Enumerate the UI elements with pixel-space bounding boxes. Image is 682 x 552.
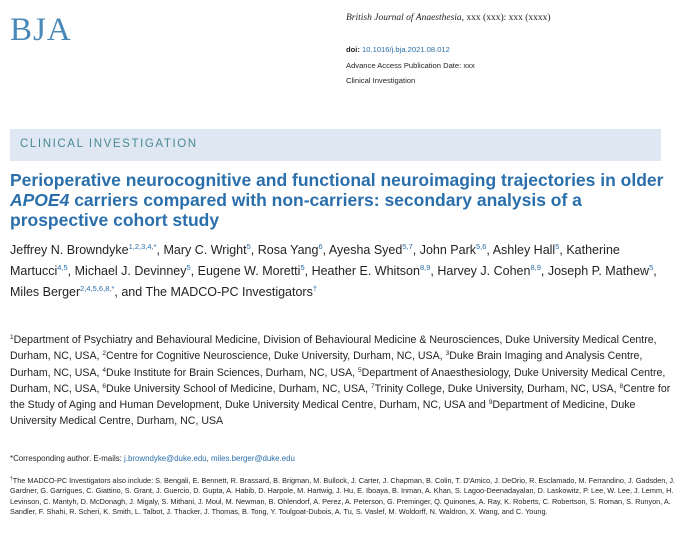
author-name: Miles Berger bbox=[10, 285, 81, 299]
author-name: Mary C. Wright bbox=[163, 243, 247, 257]
author-affiliation-ref[interactable]: 5 bbox=[186, 263, 191, 272]
doi-line bbox=[346, 42, 475, 58]
author-name: Eugene W. Moretti bbox=[197, 264, 301, 278]
author-affiliation-ref[interactable]: 2,4,5,6,8,* bbox=[80, 284, 115, 293]
affiliation-item bbox=[102, 350, 445, 362]
author-list bbox=[10, 240, 670, 303]
author-separator: , bbox=[653, 264, 657, 278]
author-affiliation-ref[interactable]: 5,6 bbox=[475, 242, 487, 251]
author-separator: , bbox=[304, 264, 312, 278]
doi-link[interactable]: 10.1016/j.bja.2021.08.012 bbox=[362, 45, 450, 54]
author-item bbox=[437, 264, 548, 278]
affiliation-text: Department of Anaesthesiology, Duke University Medical Centre, Durham, NC, USA, bbox=[10, 366, 666, 395]
affiliation-number: 9 bbox=[488, 399, 493, 407]
author-separator: , and bbox=[114, 285, 146, 299]
author-affiliation-ref[interactable]: 5 bbox=[649, 263, 654, 272]
author-item bbox=[493, 243, 567, 257]
affiliation-text: Centre for Cognitive Neuroscience, Duke University, Durham, NC, USA, bbox=[106, 350, 446, 363]
author-name: John Park bbox=[419, 243, 476, 257]
author-name: Ayesha Syed bbox=[328, 243, 403, 257]
section-label: CLINICAL INVESTIGATION bbox=[20, 138, 198, 150]
author-affiliation-ref[interactable]: 4,5 bbox=[57, 263, 68, 272]
author-item bbox=[329, 243, 420, 257]
author-affiliation-ref[interactable]: 5,7 bbox=[402, 242, 413, 251]
author-separator: , bbox=[250, 243, 258, 257]
author-name: Harvey J. Cohen bbox=[437, 264, 531, 278]
article-type: Clinical Investigation bbox=[346, 76, 416, 85]
author-separator: , bbox=[559, 243, 567, 257]
section-banner bbox=[10, 129, 661, 161]
author-affiliation-ref[interactable]: 5 bbox=[300, 263, 305, 272]
affiliation-item bbox=[102, 367, 358, 379]
affiliation-number: 1 bbox=[10, 334, 14, 341]
affiliation-number: 7 bbox=[370, 382, 375, 390]
affiliation-number: 5 bbox=[358, 366, 362, 374]
journal-citation bbox=[346, 13, 551, 23]
author-item bbox=[10, 285, 145, 299]
affiliation-item bbox=[371, 383, 620, 395]
author-item bbox=[312, 264, 438, 278]
publication-date: Advance Access Publication Date: xxx bbox=[346, 60, 475, 70]
author-affiliation-ref[interactable]: 8,9 bbox=[419, 263, 431, 272]
author-name: Heather E. Whitson bbox=[311, 264, 420, 278]
author-affiliation-ref[interactable]: 6 bbox=[318, 242, 323, 251]
author-separator: , bbox=[540, 264, 548, 278]
title-part-2: carriers compared with non-carriers: secondary analysis of a prospective cohort study bbox=[10, 190, 582, 230]
affiliation-number: 6 bbox=[102, 382, 107, 390]
author-item bbox=[145, 285, 317, 299]
author-affiliation-ref[interactable]: 8,9 bbox=[530, 263, 541, 272]
email-link[interactable]: j.browndyke@duke.edu bbox=[124, 454, 207, 463]
article-meta bbox=[346, 42, 475, 89]
journal-volume: , xxx (xxx): xxx (xxxx) bbox=[461, 13, 551, 23]
consortium-note bbox=[10, 476, 678, 518]
author-separator: , bbox=[67, 264, 75, 278]
author-affiliation-ref[interactable]: 1,2,3,4,* bbox=[128, 242, 157, 251]
affiliation-text: Trinity College, Duke University, Durham, NC, USA, bbox=[374, 382, 620, 395]
author-item bbox=[258, 243, 329, 257]
author-item bbox=[198, 264, 312, 278]
author-item bbox=[548, 264, 657, 278]
author-item bbox=[163, 243, 257, 257]
author-separator: , bbox=[322, 243, 329, 257]
author-separator: , bbox=[412, 243, 420, 257]
affiliation-item bbox=[102, 383, 371, 395]
email-link[interactable]: miles.berger@duke.edu bbox=[211, 454, 295, 463]
affiliation-text: Department of Psychiatry and Behavioural Medicine, Division of Behavioural Medicine & Neurosciences, Duke University Medical Centre, Durham, NC, USA, bbox=[10, 334, 657, 363]
title-part-1: Perioperative neurocognitive and functional neuroimaging trajectories in older bbox=[10, 170, 664, 190]
author-item bbox=[75, 264, 198, 278]
author-item bbox=[420, 243, 493, 257]
author-affiliation-ref[interactable]: 5 bbox=[246, 242, 251, 251]
corresponding-author bbox=[10, 454, 670, 463]
affiliation-number: 8 bbox=[619, 382, 624, 390]
author-name: Ashley Hall bbox=[492, 243, 556, 257]
author-name: Rosa Yang bbox=[257, 243, 319, 257]
email-separator: , bbox=[206, 454, 212, 463]
article-title bbox=[10, 170, 670, 230]
author-name: Katherine Martucci bbox=[10, 243, 620, 278]
affiliation-text: Duke Institute for Brain Sciences, Durham, NC, USA, bbox=[106, 366, 359, 379]
author-name: Jeffrey N. Browndyke bbox=[10, 243, 129, 257]
affiliation-number: 3 bbox=[445, 350, 450, 358]
affiliation-text: Centre for the Study of Aging and Human Development, Duke University Medical Centre, Durham, NC, USA and bbox=[10, 382, 671, 412]
affiliation-text: Duke University School of Medicine, Durham, NC, USA, bbox=[106, 382, 371, 395]
author-separator: , bbox=[430, 264, 438, 278]
author-name: Joseph P. Mathew bbox=[547, 264, 650, 278]
affiliation-number: 4 bbox=[102, 366, 107, 374]
author-name: The MADCO-PC Investigators bbox=[145, 285, 313, 299]
affiliation-text: Department of Medicine, Duke University Medical Centre, Durham, NC, USA bbox=[10, 399, 636, 428]
affiliation-text: Duke Brain Imaging and Analysis Centre, Durham, NC, USA, bbox=[10, 350, 643, 379]
author-separator: , bbox=[190, 264, 198, 278]
author-separator: , bbox=[486, 243, 493, 257]
author-item bbox=[10, 243, 163, 257]
author-separator: , bbox=[156, 243, 164, 257]
affiliation-list bbox=[10, 332, 674, 430]
journal-name: British Journal of Anaesthesia bbox=[346, 13, 462, 23]
consortium-dagger: † bbox=[10, 476, 13, 482]
consortium-text: The MADCO-PC Investigators also include: S. Bengali, E. Bennett, R. Brassard, B. Brigman, M. Bullock, J. Carter, J. Chapman, B. Colin, T. D'Amico, J. DeOrio, R. Esclamado, M. Ferrandino, J. Gadsden, J. Gardner, G. Garrigues, C. Giattino, S. Grant, J. Guercio, D. Gupta, A. Habib, D. Harpole, M. Hartwig, J. Hu, E. Iboaya, B. Inman, A. Khan, S. Lagoo-Deenadayalan, D. Laskowitz, P. Lee, W. Lee, J. Lemm, H. Levinson, C. Mantyh, D. McDonagh, J. Migaly, S. Mithani, J. Moul, M. Newman, B. Ohlendorf, A. Perez, A. Peterson, G. Preminger, Q. Quinones, A. Ray, K. Roberts, C. Robertson, S. Roman, S. Runyon, A. Sandler, F. Shahi, R. Scheri, K. Smith, L. Talbot, J. Thacker, J. Thomas, B. Tong, Y. Toulgoat-Dubois, A. Tu, S. Vaslef, M. Woldorff, N. Waldron, X. Wang, and C. Young. bbox=[10, 476, 676, 517]
author-affiliation-ref[interactable]: † bbox=[312, 284, 318, 293]
title-italic: APOE4 bbox=[10, 190, 70, 210]
corresponding-label: *Corresponding author. E-mails: bbox=[10, 454, 125, 463]
doi-label: doi: bbox=[346, 45, 360, 54]
author-name: Michael J. Devinney bbox=[74, 264, 187, 278]
journal-logo: BJA bbox=[10, 12, 72, 48]
affiliation-number: 2 bbox=[102, 350, 107, 358]
author-affiliation-ref[interactable]: 5 bbox=[555, 242, 560, 251]
